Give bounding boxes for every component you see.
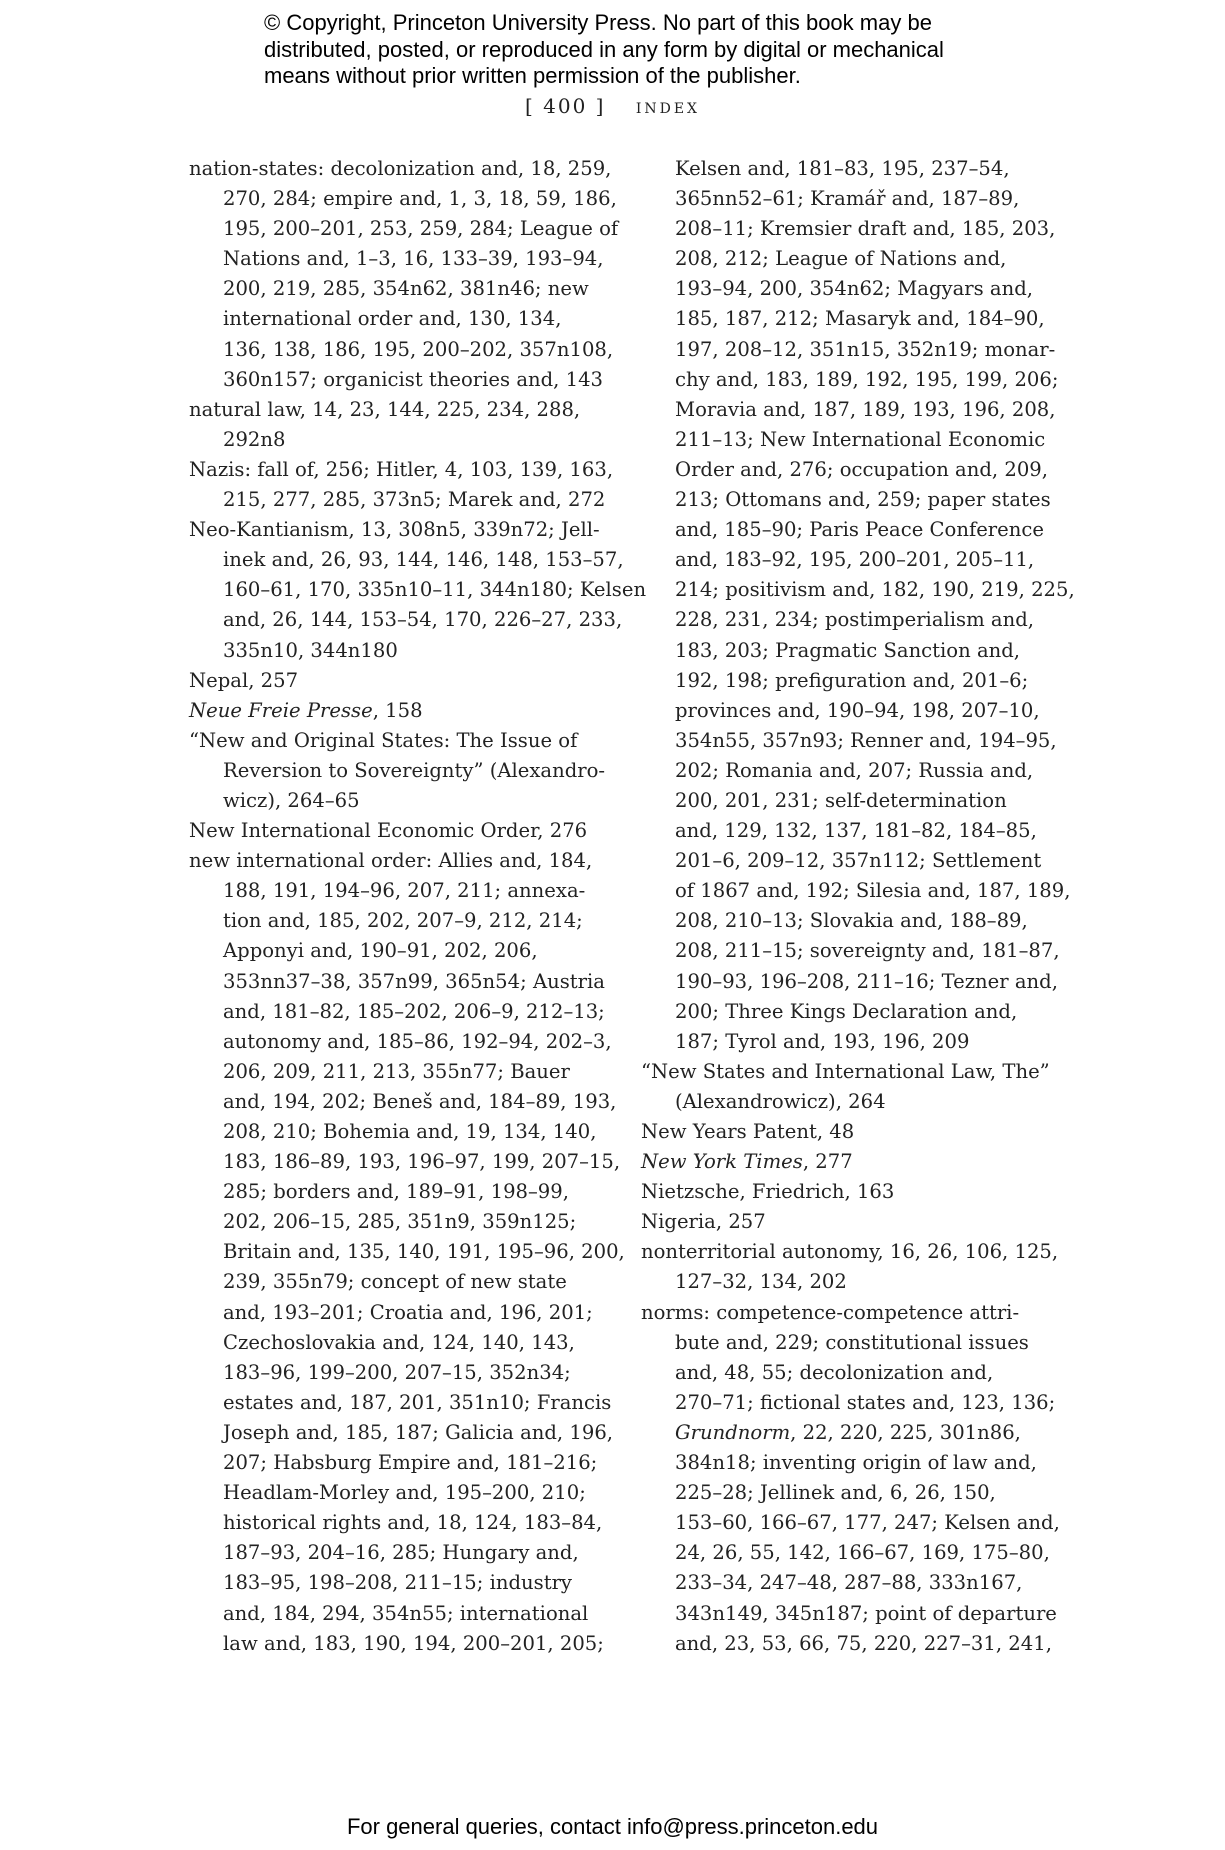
index-line: international order and, 130, 134,	[223, 307, 562, 331]
index-line: and, 193–201; Croatia and, 196, 201;	[223, 1300, 593, 1324]
index-line: (Alexandrowicz), 264	[675, 1089, 886, 1113]
index-line: and, 129, 132, 137, 181–82, 184–85,	[675, 819, 1037, 843]
index-line: chy and, 183, 189, 192, 195, 199, 206;	[675, 367, 1059, 391]
index-line: 200, 219, 285, 354n62, 381n46; new	[223, 277, 589, 301]
index-line: 197, 208–12, 351n15, 352n19; monar-	[675, 337, 1056, 361]
index-line: Nepal, 257	[189, 668, 299, 692]
index-line: 183–95, 198–208, 211–15; industry	[223, 1571, 573, 1595]
index-line: 190–93, 196–208, 211–16; Tezner and,	[675, 969, 1058, 993]
index-line: 292n8	[223, 427, 286, 451]
index-line: autonomy and, 185–86, 192–94, 202–3,	[223, 1029, 612, 1053]
index-line: and, 185–90; Paris Peace Conference	[675, 518, 1044, 542]
index-line: 202, 206–15, 285, 351n9, 359n125;	[223, 1210, 577, 1234]
index-line: 211–13; New International Economic	[675, 427, 1046, 451]
copyright-line: © Copyright, Princeton University Press. No part of this book may be	[264, 10, 932, 35]
footer-contact: For general queries, contact info@press.princeton.edu	[346, 1814, 879, 1839]
index-line: bute and, 229; constitutional issues	[675, 1330, 1029, 1354]
index-line: Order and, 276; occupation and, 209,	[675, 457, 1048, 481]
index-line: New York Times, 277	[641, 1150, 853, 1174]
index-line: 206, 209, 211, 213, 355n77; Bauer	[223, 1059, 570, 1083]
index-line: Joseph and, 185, 187; Galicia and, 196,	[223, 1420, 614, 1444]
index-line: tion and, 185, 202, 207–9, 212, 214;	[223, 909, 583, 933]
index-line: and, 194, 202; Beneš and, 184–89, 193,	[223, 1089, 617, 1113]
index-line: Kelsen and, 181–83, 195, 237–54,	[675, 157, 1010, 180]
index-line: Apponyi and, 190–91, 202, 206,	[223, 939, 538, 963]
index-line: 239, 355n79; concept of new state	[223, 1270, 567, 1294]
index-line: historical rights and, 18, 124, 183–84,	[223, 1511, 603, 1535]
index-line: New Years Patent, 48	[641, 1120, 855, 1143]
index-line: 353nn37–38, 357n99, 365n54; Austria	[223, 969, 605, 993]
index-line: 208, 212; League of Nations and,	[675, 247, 1007, 271]
index-line: 208, 210–13; Slovakia and, 188–89,	[675, 909, 1028, 933]
index-column-right	[641, 154, 1075, 1659]
index-line: Neue Freie Presse, 158	[189, 698, 423, 722]
index-line: 200; Three Kings Declaration and,	[675, 999, 1018, 1023]
index-line: 183–96, 199–200, 207–15, 352n34;	[223, 1360, 571, 1384]
index-line: Czechoslovakia and, 124, 140, 143,	[223, 1330, 575, 1354]
index-line: 365nn52–61; Kramář and, 187–89,	[675, 187, 1020, 211]
index-line: 335n10, 344n180	[223, 638, 398, 662]
index-line: “New States and International Law, The”	[641, 1059, 1050, 1083]
running-head	[0, 94, 1225, 118]
index-line: law and, 183, 190, 194, 200–201, 205;	[223, 1631, 604, 1655]
index-line: 225–28; Jellinek and, 6, 26, 150,	[675, 1481, 996, 1505]
index-line: 183, 186–89, 193, 196–97, 199, 207–15,	[223, 1150, 621, 1174]
index-line: Nigeria, 257	[641, 1210, 766, 1234]
index-line: 183, 203; Pragmatic Sanction and,	[675, 638, 1021, 662]
index-line: 187; Tyrol and, 193, 196, 209	[675, 1029, 970, 1053]
index-line: and, 183–92, 195, 200–201, 205–11,	[675, 548, 1035, 572]
running-title: index	[635, 94, 701, 118]
copyright-line: distributed, posted, or reproduced in any form by digital or mechanical	[264, 36, 944, 62]
index-line: norms: competence-competence attri-	[641, 1300, 1020, 1324]
index-line: 208–11; Kremsier draft and, 185, 203,	[675, 217, 1056, 241]
index-line: 201–6, 209–12, 357n112; Settlement	[675, 849, 1042, 873]
index-line: estates and, 187, 201, 351n10; Francis	[223, 1390, 612, 1414]
index-line: Nations and, 1–3, 16, 133–39, 193–94,	[223, 247, 604, 271]
index-line: 202; Romania and, 207; Russia and,	[675, 758, 1034, 782]
index-line: provinces and, 190–94, 198, 207–10,	[675, 698, 1040, 722]
index-line: Grundnorm, 22, 220, 225, 301n86,	[675, 1420, 1021, 1444]
index-line: and, 23, 53, 66, 75, 220, 227–31, 241,	[675, 1631, 1052, 1655]
index-line: Moravia and, 187, 189, 193, 196, 208,	[675, 397, 1056, 421]
index-line: 136, 138, 186, 195, 200–202, 357n108,	[223, 337, 614, 361]
index-line: 215, 277, 285, 373n5; Marek and, 272	[223, 488, 606, 512]
index-line: and, 181–82, 185–202, 206–9, 212–13;	[223, 999, 605, 1023]
index-line: 195, 200–201, 253, 259, 284; League of	[223, 217, 619, 241]
index-line: 213; Ottomans and, 259; paper states	[675, 488, 1051, 512]
index-line: natural law, 14, 23, 144, 225, 234, 288,	[189, 397, 581, 421]
index-line: 188, 191, 194–96, 207, 211; annexa-	[223, 879, 586, 903]
index-line: and, 184, 294, 354n55; international	[223, 1601, 589, 1625]
index-line: 354n55, 357n93; Renner and, 194–95,	[675, 728, 1057, 752]
index-line: wicz), 264–65	[223, 788, 360, 812]
page-number: [ 400 ]	[524, 94, 606, 118]
index-line: nonterritorial autonomy, 16, 26, 106, 125,	[641, 1240, 1059, 1264]
index-line: 207; Habsburg Empire and, 181–216;	[223, 1451, 598, 1475]
index-line: 192, 198; prefiguration and, 201–6;	[675, 668, 1029, 692]
index-line: and, 48, 55; decolonization and,	[675, 1360, 994, 1384]
index-line: Reversion to Sovereignty” (Alexandro-	[223, 758, 606, 782]
index-line: Nietzsche, Friedrich, 163	[641, 1180, 895, 1204]
index-line: 208, 211–15; sovereignty and, 181–87,	[675, 939, 1060, 963]
index-line: 24, 26, 55, 142, 166–67, 169, 175–80,	[675, 1541, 1050, 1565]
index-line: 185, 187, 212; Masaryk and, 184–90,	[675, 307, 1045, 331]
index-line: inek and, 26, 93, 144, 146, 148, 153–57,	[223, 548, 624, 572]
index-column-left	[189, 154, 647, 1659]
index-line: 160–61, 170, 335n10–11, 344n180; Kelsen	[223, 578, 647, 602]
index-line: 228, 231, 234; postimperialism and,	[675, 608, 1034, 632]
index-line: Britain and, 135, 140, 191, 195–96, 200,	[223, 1240, 625, 1264]
index-line: 127–32, 134, 202	[675, 1270, 847, 1294]
index-line: New International Economic Order, 276	[189, 819, 588, 843]
index-line: “New and Original States: The Issue of	[189, 728, 578, 752]
copyright-line: means without prior written permission of the publisher.	[264, 63, 801, 88]
index-line: nation-states: decolonization and, 18, 259,	[189, 157, 612, 180]
index-line: 233–34, 247–48, 287–88, 333n167,	[675, 1571, 1023, 1595]
index-line: 360n157; organicist theories and, 143	[223, 367, 604, 391]
index-line: and, 26, 144, 153–54, 170, 226–27, 233,	[223, 608, 623, 632]
index-line: 208, 210; Bohemia and, 19, 134, 140,	[223, 1120, 597, 1143]
index-line: 187–93, 204–16, 285; Hungary and,	[223, 1541, 579, 1565]
index-line: 193–94, 200, 354n62; Magyars and,	[675, 277, 1033, 301]
index-line: new international order: Allies and, 184,	[189, 849, 593, 873]
index-line: Headlam-Morley and, 195–200, 210;	[223, 1481, 586, 1505]
index-line: 343n149, 345n187; point of departure	[675, 1601, 1057, 1625]
index-line: Nazis: fall of, 256; Hitler, 4, 103, 139, 163,	[189, 457, 614, 481]
index-line: 384n18; inventing origin of law and,	[675, 1451, 1037, 1475]
index-line: 153–60, 166–67, 177, 247; Kelsen and,	[675, 1511, 1060, 1535]
copyright-notice	[264, 10, 1024, 90]
index-line: of 1867 and, 192; Silesia and, 187, 189,	[675, 879, 1071, 903]
index-line: 270, 284; empire and, 1, 3, 18, 59, 186,	[223, 187, 617, 211]
index-line: 200, 201, 231; self-determination	[675, 788, 1007, 812]
index-line: 285; borders and, 189–91, 198–99,	[223, 1180, 569, 1204]
index-line: Neo-Kantianism, 13, 308n5, 339n72; Jell-	[189, 518, 600, 542]
index-line: 270–71; fictional states and, 123, 136;	[675, 1390, 1056, 1414]
index-line: 214; positivism and, 182, 190, 219, 225,	[675, 578, 1075, 602]
